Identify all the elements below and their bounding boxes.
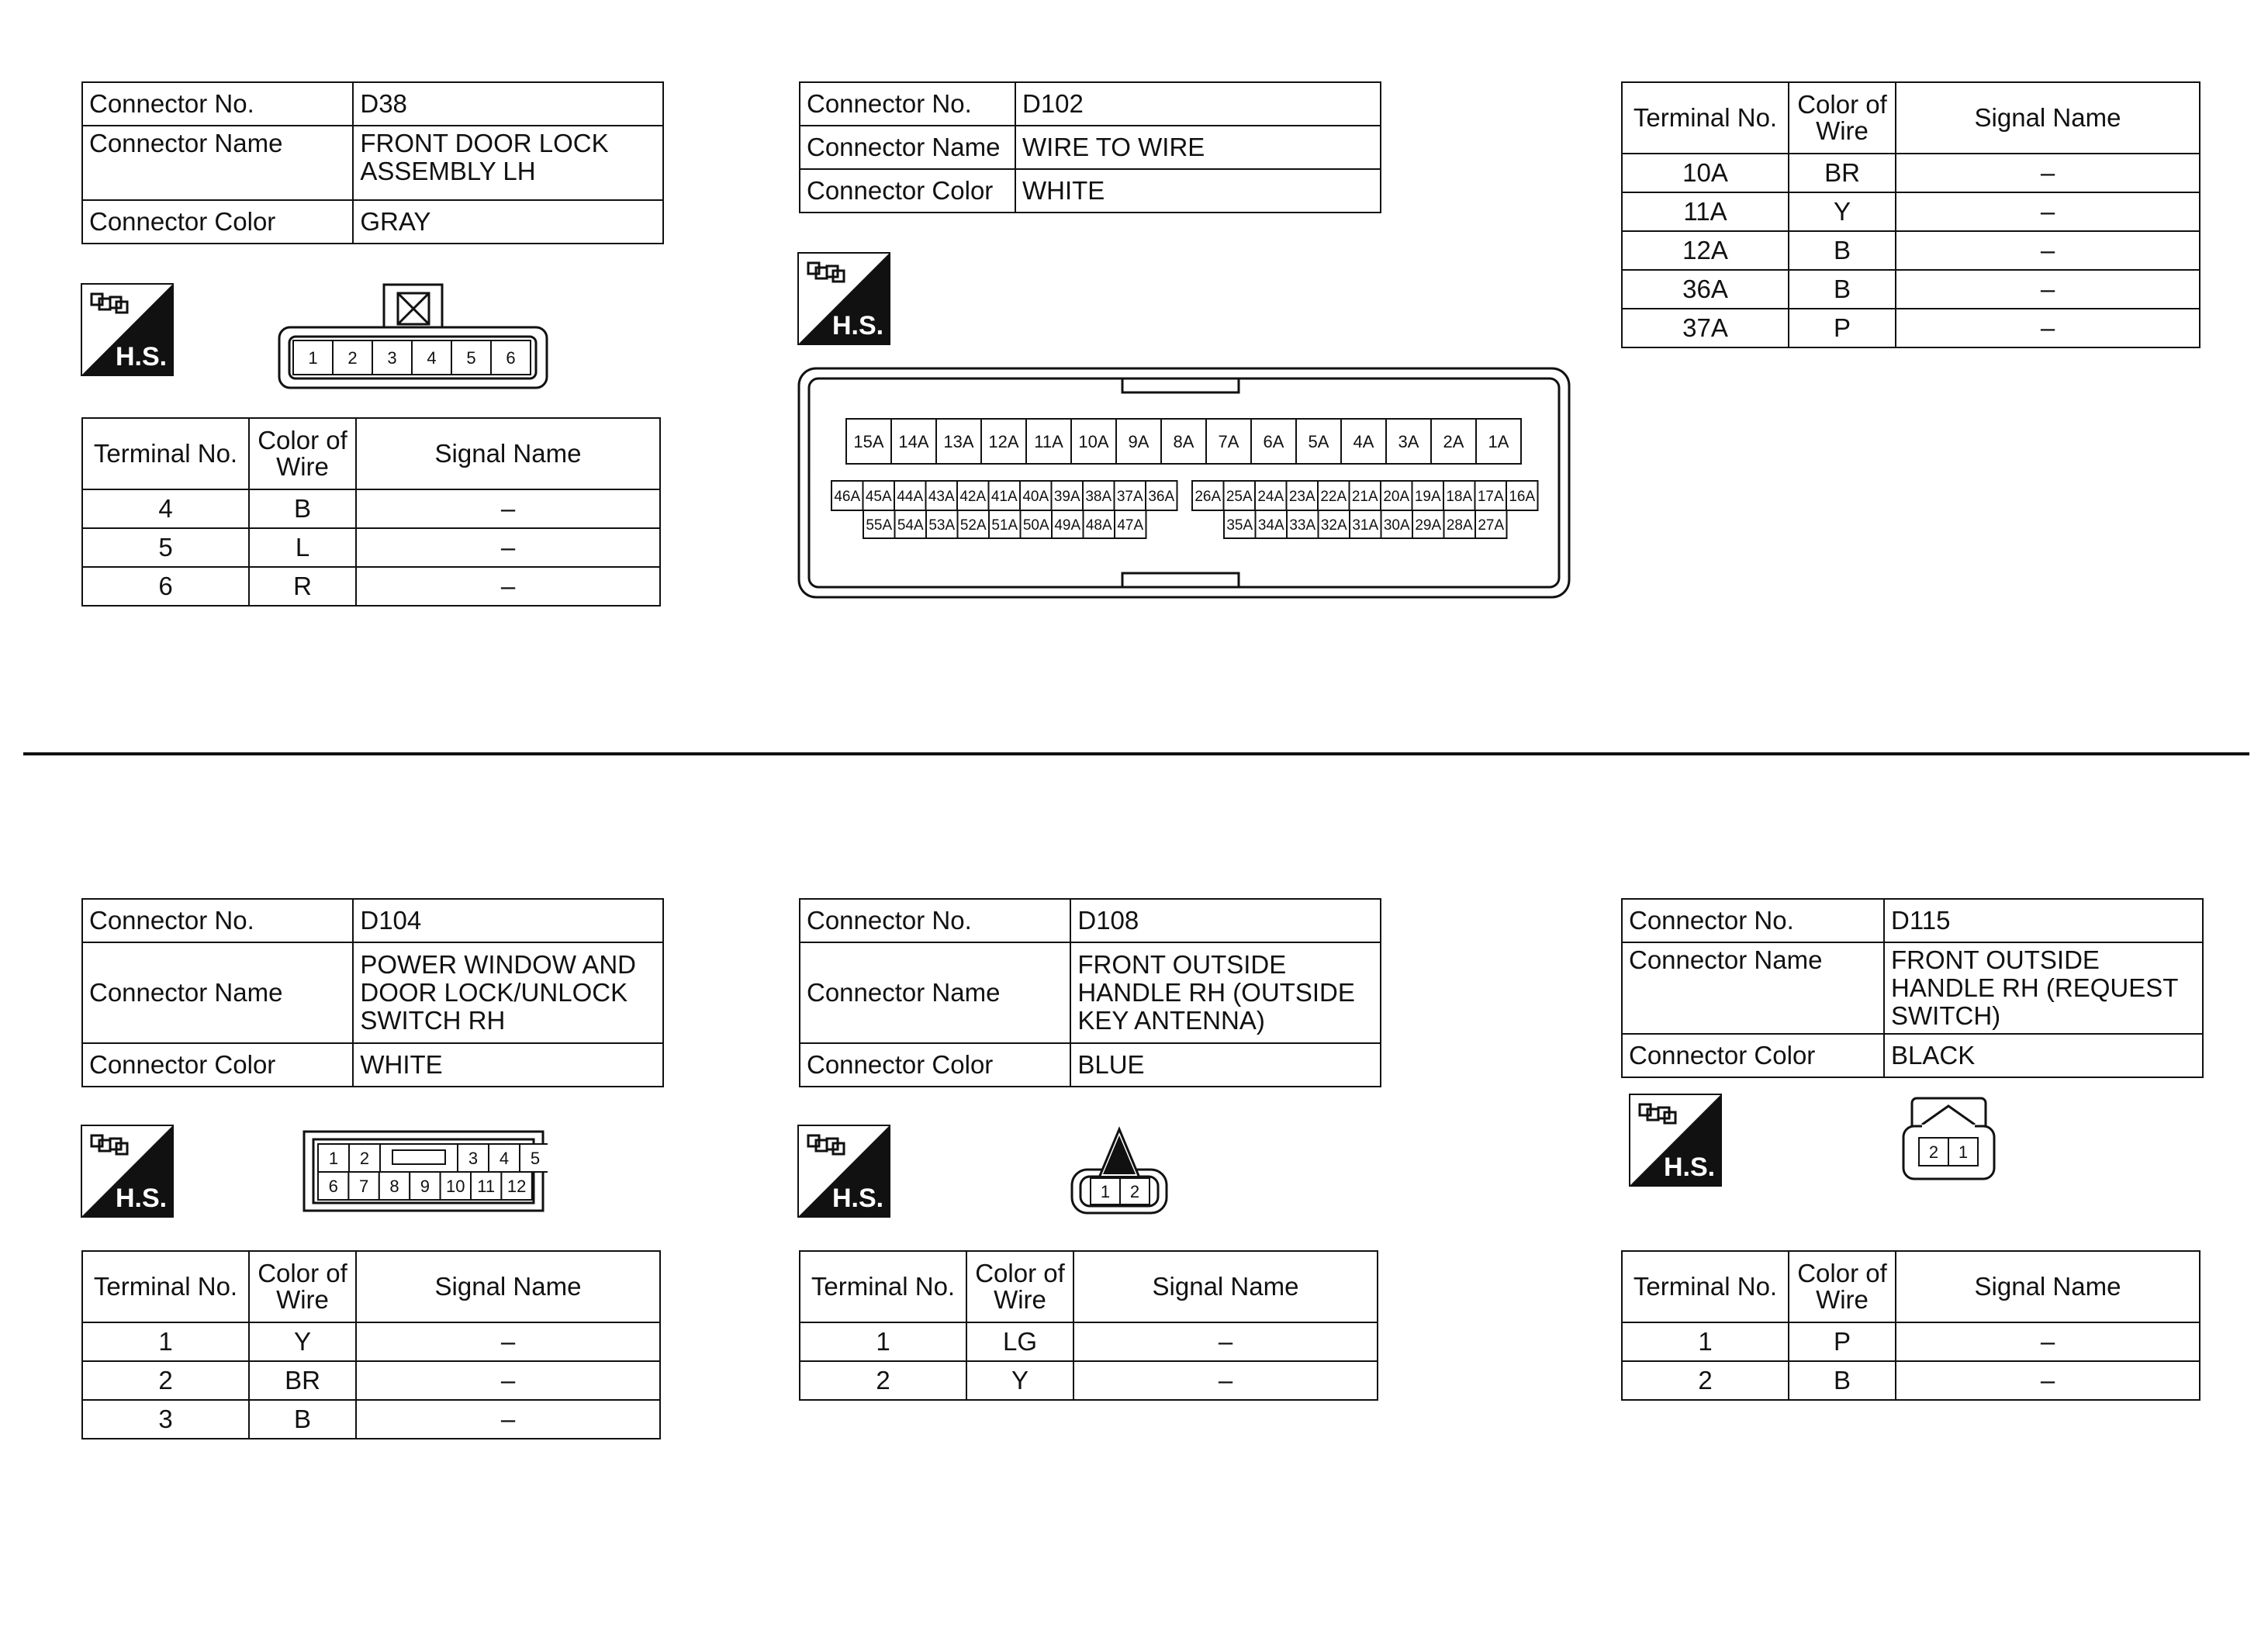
connector-info-table-d102 — [799, 81, 1381, 213]
section-divider — [23, 752, 2249, 755]
pin-label: 34A — [1257, 517, 1284, 534]
connector-no-value: D104 — [353, 899, 663, 942]
pin-label: 15A — [853, 431, 884, 451]
connector-info-table-d38 — [81, 81, 664, 244]
table-row: 12A B – — [1622, 231, 2200, 270]
table-row: 1 P – — [1622, 1322, 2200, 1361]
table-row: 6 R – — [82, 567, 660, 606]
pin-label: 31A — [1352, 517, 1379, 534]
pin-label: 10A — [1078, 431, 1109, 451]
hs-label: H.S. — [831, 311, 884, 340]
header-terminal-no: Terminal No. — [82, 418, 249, 489]
terminal-table-d38 — [81, 417, 661, 607]
pin-label: 49A — [1054, 517, 1081, 534]
pin-label: 6A — [1263, 431, 1284, 451]
pin-label: 11 — [477, 1176, 496, 1196]
table-row: 37A P – — [1622, 309, 2200, 347]
pin-label: 1 — [1100, 1181, 1111, 1201]
pin-label: 1 — [1958, 1142, 1969, 1162]
pin-label: 4 — [499, 1148, 510, 1168]
pin-label: 12A — [988, 431, 1019, 451]
pin-label: 42A — [959, 488, 987, 505]
pin-label: 38A — [1085, 488, 1112, 505]
connector-face-d115 — [1900, 1095, 1997, 1184]
pin-label: 27A — [1478, 517, 1505, 534]
table-row: 5 L – — [82, 528, 660, 567]
connector-no-value: D115 — [1884, 899, 2203, 942]
pin-label: 19A — [1414, 488, 1441, 505]
label-connector-name: Connector Name — [1622, 942, 1884, 1034]
harness-side-icon — [797, 252, 890, 345]
table-row: 10A BR – — [1622, 154, 2200, 192]
pin-label: 55A — [866, 517, 893, 534]
connector-name-value: WIRE TO WIRE — [1015, 126, 1381, 169]
terminal-table-d104 — [81, 1250, 661, 1439]
table-row: 1 Y – — [82, 1322, 660, 1361]
pin-label: 11A — [1034, 431, 1063, 451]
terminal-table-d115 — [1621, 1250, 2200, 1401]
connector-color-value: WHITE — [1015, 169, 1381, 213]
pin-label: 7A — [1218, 431, 1239, 451]
pin-label: 1A — [1488, 431, 1509, 451]
connector-name-value: POWER WINDOW AND DOOR LOCK/UNLOCK SWITCH RH — [353, 942, 663, 1043]
hs-label: H.S. — [831, 1184, 884, 1213]
header-signal-name: Signal Name — [1073, 1251, 1378, 1322]
pin-label: 2 — [359, 1148, 370, 1168]
label-connector-no: Connector No. — [800, 82, 1015, 126]
label-connector-color: Connector Color — [82, 200, 353, 244]
pin-label: 33A — [1289, 517, 1316, 534]
pin-label: 14A — [898, 431, 929, 451]
connector-info-table-d115 — [1621, 898, 2204, 1078]
header-terminal-no: Terminal No. — [1622, 1251, 1789, 1322]
label-connector-color: Connector Color — [800, 1043, 1070, 1087]
pin-label: 45A — [865, 488, 892, 505]
pin-label: 5 — [466, 347, 476, 368]
header-terminal-no: Terminal No. — [800, 1251, 966, 1322]
pin-label: 25A — [1226, 488, 1253, 505]
header-signal-name: Signal Name — [1896, 1251, 2200, 1322]
connector-face-d102 — [795, 365, 1575, 601]
table-row: 2 BR – — [82, 1361, 660, 1400]
pin-label: 13A — [943, 431, 974, 451]
header-signal-name: Signal Name — [356, 418, 660, 489]
pin-label: 41A — [990, 488, 1018, 505]
harness-side-icon — [1629, 1094, 1722, 1187]
pin-label: 8 — [389, 1176, 399, 1196]
pin-label: 48A — [1085, 517, 1112, 534]
label-connector-name: Connector Name — [800, 942, 1070, 1043]
hs-label: H.S. — [1663, 1153, 1716, 1182]
connector-face-d38 — [275, 281, 558, 393]
table-row: 3 B – — [82, 1400, 660, 1439]
pin-label: 3 — [468, 1148, 479, 1168]
label-connector-name: Connector Name — [82, 126, 353, 200]
harness-side-icon — [81, 1125, 174, 1218]
pin-label: 5 — [530, 1148, 541, 1168]
pin-label: 17A — [1477, 488, 1504, 505]
pin-label: 39A — [1053, 488, 1080, 505]
terminal-table-d102 — [1621, 81, 2200, 348]
pin-label: 2 — [1129, 1181, 1140, 1201]
pin-label: 54A — [897, 517, 924, 534]
pin-label: 20A — [1383, 488, 1410, 505]
pin-label: 47A — [1117, 517, 1144, 534]
header-color-of-wire: Color of Wire — [1789, 82, 1896, 154]
pin-label: 26A — [1194, 488, 1222, 505]
header-color-of-wire: Color of Wire — [249, 418, 356, 489]
connector-face-d104 — [301, 1128, 548, 1214]
label-connector-name: Connector Name — [800, 126, 1015, 169]
connector-color-value: GRAY — [353, 200, 663, 244]
header-terminal-no: Terminal No. — [82, 1251, 249, 1322]
pin-label: 28A — [1446, 517, 1473, 534]
table-row: 36A B – — [1622, 270, 2200, 309]
pin-label: 4A — [1353, 431, 1374, 451]
connector-color-value: BLACK — [1884, 1034, 2203, 1077]
pin-label: 3A — [1398, 431, 1419, 451]
harness-side-icon — [81, 283, 174, 376]
pin-label: 9 — [420, 1176, 430, 1196]
pin-label: 44A — [897, 488, 924, 505]
pin-label: 36A — [1148, 488, 1175, 505]
connector-no-value: D102 — [1015, 82, 1381, 126]
label-connector-no: Connector No. — [800, 899, 1070, 942]
pin-label: 2 — [347, 347, 358, 368]
pin-label: 21A — [1351, 488, 1378, 505]
table-row: 2 B – — [1622, 1361, 2200, 1400]
harness-side-icon — [797, 1125, 890, 1218]
header-color-of-wire: Color of Wire — [966, 1251, 1073, 1322]
pin-label: 5A — [1308, 431, 1329, 451]
label-connector-color: Connector Color — [800, 169, 1015, 213]
pin-label: 50A — [1022, 517, 1049, 534]
connector-color-value: BLUE — [1070, 1043, 1381, 1087]
pin-label: 8A — [1173, 431, 1194, 451]
connector-no-value: D38 — [353, 82, 663, 126]
connector-name-value: FRONT OUTSIDE HANDLE RH (REQUEST SWITCH) — [1884, 942, 2203, 1034]
pin-label: 29A — [1415, 517, 1442, 534]
pin-label: 30A — [1383, 517, 1410, 534]
pin-label: 40A — [1022, 488, 1049, 505]
connector-info-table-d104 — [81, 898, 664, 1087]
table-row: 4 B – — [82, 489, 660, 528]
pin-label: 52A — [959, 517, 987, 534]
label-connector-color: Connector Color — [82, 1043, 353, 1087]
label-connector-no: Connector No. — [1622, 899, 1884, 942]
connector-no-value: D108 — [1070, 899, 1381, 942]
label-connector-no: Connector No. — [82, 899, 353, 942]
pin-label: 16A — [1509, 488, 1536, 505]
pin-label: 6 — [328, 1176, 338, 1196]
pin-label: 46A — [834, 488, 861, 505]
table-row: 11A Y – — [1622, 192, 2200, 231]
hs-label: H.S. — [115, 342, 168, 372]
table-row: 1 LG – — [800, 1322, 1378, 1361]
connector-color-value: WHITE — [353, 1043, 663, 1087]
pin-label: 1 — [328, 1148, 339, 1168]
pin-label: 53A — [928, 517, 956, 534]
pin-label: 2 — [1928, 1142, 1939, 1162]
pin-label: 23A — [1288, 488, 1315, 505]
pin-label: 1 — [308, 347, 318, 368]
label-connector-no: Connector No. — [82, 82, 353, 126]
pin-label: 51A — [991, 517, 1018, 534]
pin-label: 18A — [1446, 488, 1473, 505]
pin-label: 9A — [1128, 431, 1150, 451]
header-color-of-wire: Color of Wire — [249, 1251, 356, 1322]
connector-name-value: FRONT OUTSIDE HANDLE RH (OUTSIDE KEY ANTENNA) — [1070, 942, 1381, 1043]
pin-label: 3 — [387, 347, 397, 368]
pin-label: 37A — [1116, 488, 1143, 505]
connector-name-value: FRONT DOOR LOCK ASSEMBLY LH — [353, 126, 663, 200]
pin-label: 43A — [928, 488, 955, 505]
connector-info-table-d108 — [799, 898, 1381, 1087]
pin-label: 7 — [358, 1176, 369, 1196]
pin-label: 12 — [506, 1176, 527, 1196]
label-connector-color: Connector Color — [1622, 1034, 1884, 1077]
hs-label: H.S. — [115, 1184, 168, 1213]
pin-label: 22A — [1320, 488, 1347, 505]
pin-label: 10 — [446, 1176, 465, 1196]
label-connector-name: Connector Name — [82, 942, 353, 1043]
pin-label: 6 — [506, 347, 516, 368]
terminal-table-d108 — [799, 1250, 1378, 1401]
header-color-of-wire: Color of Wire — [1789, 1251, 1896, 1322]
pin-label: 4 — [427, 347, 437, 368]
pin-label: 35A — [1226, 517, 1253, 534]
pin-label: 32A — [1320, 517, 1347, 534]
header-terminal-no: Terminal No. — [1622, 82, 1789, 154]
header-signal-name: Signal Name — [356, 1251, 660, 1322]
pin-label: 2A — [1443, 431, 1464, 451]
connector-face-d108 — [1069, 1125, 1174, 1218]
table-row: 2 Y – — [800, 1361, 1378, 1400]
header-signal-name: Signal Name — [1896, 82, 2200, 154]
pin-label: 24A — [1257, 488, 1284, 505]
